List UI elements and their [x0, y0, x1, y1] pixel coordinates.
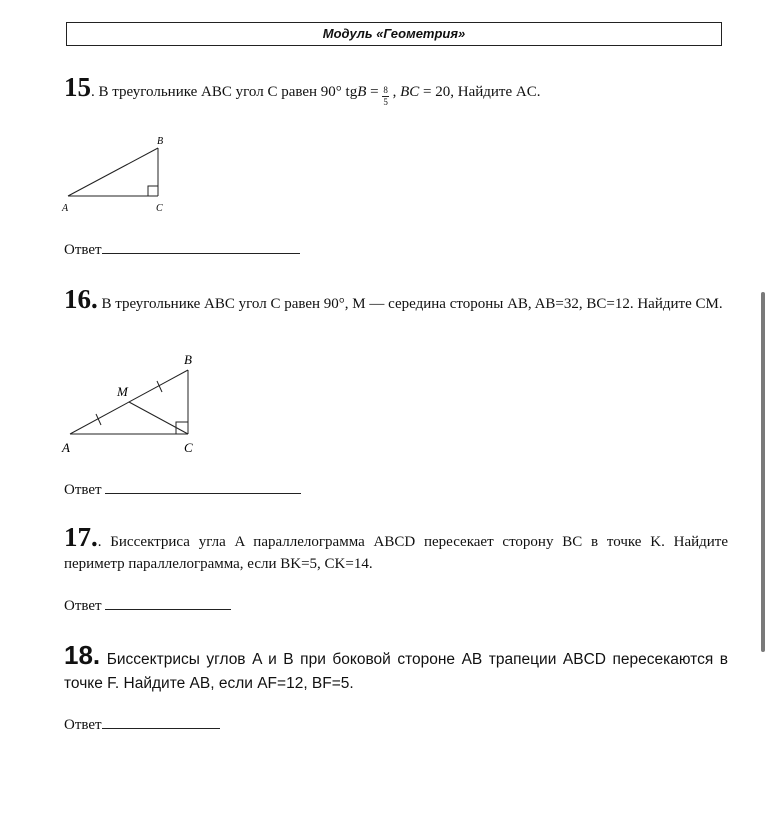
triangle-15-figure — [60, 134, 180, 216]
answer-18-label: Ответ — [64, 717, 102, 733]
label-m: M — [117, 384, 128, 399]
fraction-denominator: 5 — [383, 97, 388, 107]
answer-18 — [64, 715, 220, 734]
right-angle-mark — [148, 186, 158, 196]
task-17-number: 17. — [64, 522, 98, 552]
task-16-number: 16. — [64, 284, 98, 314]
task-16-text: В треугольнике ABC угол C равен 90°, M — середина стороны AB, AB=32, BC=12. Найдите CM. — [97, 296, 723, 312]
median-cm — [129, 402, 188, 434]
task-18 — [64, 640, 728, 696]
task-15-text-end: = 20, Найдите AC. — [419, 84, 541, 100]
task-18-text: Биссектрисы углов A и B при боковой стороне AB трапеции ABCD пересекаются в точке F. Найдите AB, если AF=12, BF=5. — [64, 651, 728, 692]
task-15-number: 15 — [64, 72, 91, 102]
answer-15 — [64, 240, 300, 259]
task-15-var-bc: BC — [400, 84, 420, 100]
task-15-var-b: B — [357, 84, 367, 100]
answer-17-line[interactable] — [105, 596, 231, 610]
triangle-16-figure — [58, 348, 218, 460]
label-b: B — [184, 352, 192, 367]
answer-18-line[interactable] — [102, 715, 220, 729]
task-16 — [64, 284, 728, 315]
answer-16 — [64, 480, 301, 499]
task-15-equals: = — [366, 84, 383, 100]
label-c: C — [184, 440, 193, 455]
answer-17-label: Ответ — [64, 598, 102, 614]
task-15-text-start: . В треугольнике ABC угол C равен 90° tg — [91, 84, 358, 100]
task-18-number: 18. — [64, 640, 101, 670]
label-c: C — [156, 203, 163, 214]
label-a: A — [62, 440, 70, 455]
task-17-text: . Биссектриса угла A параллелограмма ABCD пересекает сторону BC в точке K. Найдите периметр параллелограмма, если BK=5, CK=14. — [64, 534, 728, 572]
answer-15-label: Ответ — [64, 242, 102, 258]
scrollbar[interactable] — [761, 292, 765, 652]
fraction-numerator: 8 — [383, 85, 388, 95]
task-15-text-mid: , — [388, 84, 401, 100]
task-17 — [64, 522, 728, 575]
answer-16-label: Ответ — [64, 482, 102, 498]
label-b: B — [157, 136, 164, 147]
answer-16-line[interactable] — [105, 480, 301, 494]
task-15 — [64, 72, 728, 108]
answer-15-line[interactable] — [102, 240, 300, 254]
answer-17 — [64, 596, 231, 615]
module-title: Модуль «Геометрия» — [66, 22, 722, 46]
label-a: A — [62, 203, 69, 214]
side-ab — [68, 148, 158, 196]
